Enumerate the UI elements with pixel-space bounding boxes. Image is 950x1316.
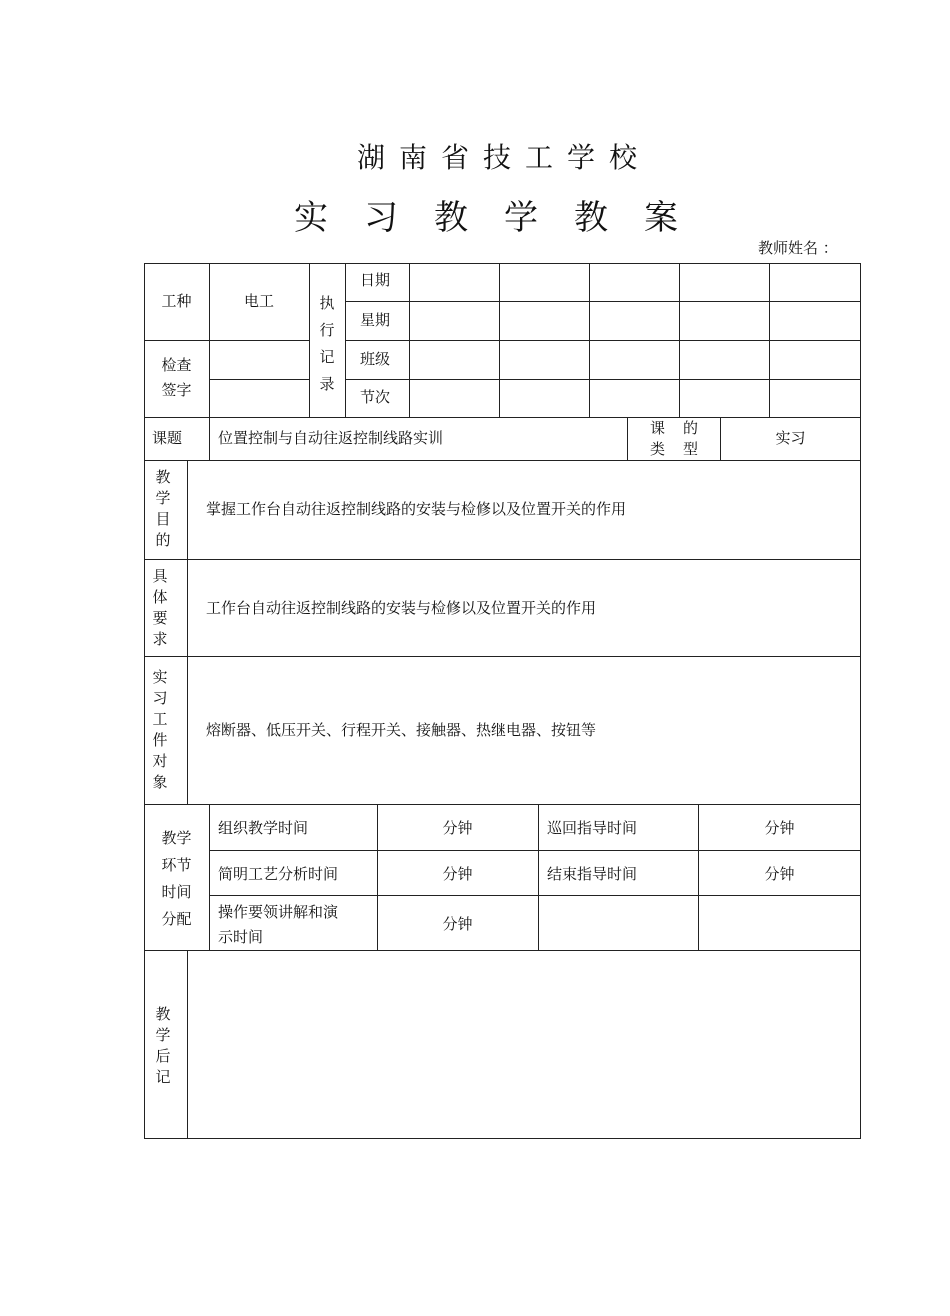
analysis-time-label: 简明工艺分析时间 xyxy=(218,865,339,883)
analysis-time-value: 分钟 xyxy=(442,865,473,883)
grid-line xyxy=(144,340,309,341)
week-label: 星期 xyxy=(360,311,391,329)
grid-line xyxy=(345,263,346,417)
grid-line xyxy=(589,263,590,417)
check-label-line2: 签字 xyxy=(161,381,192,399)
requirement-label: 具体要求 xyxy=(152,567,168,648)
teacher-name-label: 教师姓名 ： xyxy=(758,239,838,257)
goal-value: 掌握工作台自动往返控制线路的安装与检修以及位置开关的作用 xyxy=(206,500,627,518)
grid-line xyxy=(627,417,628,460)
grid-line xyxy=(144,804,861,805)
course-type-char: 课 xyxy=(650,419,666,437)
time-alloc-label: 时间 xyxy=(161,883,192,901)
end-time-value: 分钟 xyxy=(764,865,795,883)
check-label-line1: 检查 xyxy=(161,356,192,374)
grid-line xyxy=(144,417,861,418)
grid-line xyxy=(187,950,188,1138)
grid-line xyxy=(345,340,861,341)
grid-line xyxy=(538,804,539,950)
grid-line xyxy=(209,379,309,380)
grid-line xyxy=(209,895,861,896)
school-name: 湖南省技工学校 xyxy=(356,141,651,174)
trade-label: 工种 xyxy=(161,292,192,310)
session-label: 节次 xyxy=(360,388,391,406)
grid-line xyxy=(499,263,500,417)
grid-line xyxy=(309,263,310,417)
document-title: 实习教学教案 xyxy=(294,198,714,238)
topic-label: 课题 xyxy=(152,429,183,447)
patrol-time-label: 巡回指导时间 xyxy=(547,819,638,837)
demo-time-value: 分钟 xyxy=(442,915,473,933)
course-type-value: 实习 xyxy=(775,429,806,447)
grid-line xyxy=(209,850,861,851)
exec-record-label: 执行记录 xyxy=(319,294,335,393)
objects-value: 熔断器、低压开关、行程开关、接触器、热继电器、按钮等 xyxy=(206,721,597,739)
trade-value: 电工 xyxy=(243,292,274,310)
organize-time-value: 分钟 xyxy=(442,819,473,837)
organize-time-label: 组织教学时间 xyxy=(218,819,309,837)
topic-value: 位置控制与自动往返控制线路实训 xyxy=(218,429,444,447)
grid-line xyxy=(409,263,410,417)
grid-line xyxy=(345,301,861,302)
grid-line xyxy=(209,417,210,460)
table-border-right xyxy=(860,263,861,1138)
course-type-char: 型 xyxy=(683,440,699,458)
goal-label: 教学目的 xyxy=(155,468,171,549)
table-border-top xyxy=(144,263,861,264)
table-border-bottom xyxy=(144,1138,861,1139)
requirement-value: 工作台自动往返控制线路的安装与检修以及位置开关的作用 xyxy=(206,599,597,617)
demo-time-label-line2: 示时间 xyxy=(218,928,264,946)
grid-line xyxy=(144,950,861,951)
patrol-time-value: 分钟 xyxy=(764,819,795,837)
end-time-label: 结束指导时间 xyxy=(547,865,638,883)
time-alloc-label: 分配 xyxy=(161,910,192,928)
grid-line xyxy=(769,263,770,417)
time-alloc-label: 教学 xyxy=(161,829,192,847)
grid-line xyxy=(209,804,210,950)
grid-line xyxy=(345,379,861,380)
grid-line xyxy=(187,460,188,804)
date-label: 日期 xyxy=(360,271,391,289)
course-type-char: 的 xyxy=(683,419,699,437)
afterword-label: 教学后记 xyxy=(155,1005,171,1086)
grid-line xyxy=(144,656,861,657)
grid-line xyxy=(209,263,210,417)
objects-label: 实习工件对象 xyxy=(152,668,168,791)
grid-line xyxy=(144,460,861,461)
course-type-char: 类 xyxy=(650,440,666,458)
class-label: 班级 xyxy=(360,350,391,368)
demo-time-label-line1: 操作要领讲解和演 xyxy=(218,903,339,921)
grid-line xyxy=(144,559,861,560)
grid-line xyxy=(679,263,680,417)
time-alloc-label: 环节 xyxy=(161,856,192,874)
